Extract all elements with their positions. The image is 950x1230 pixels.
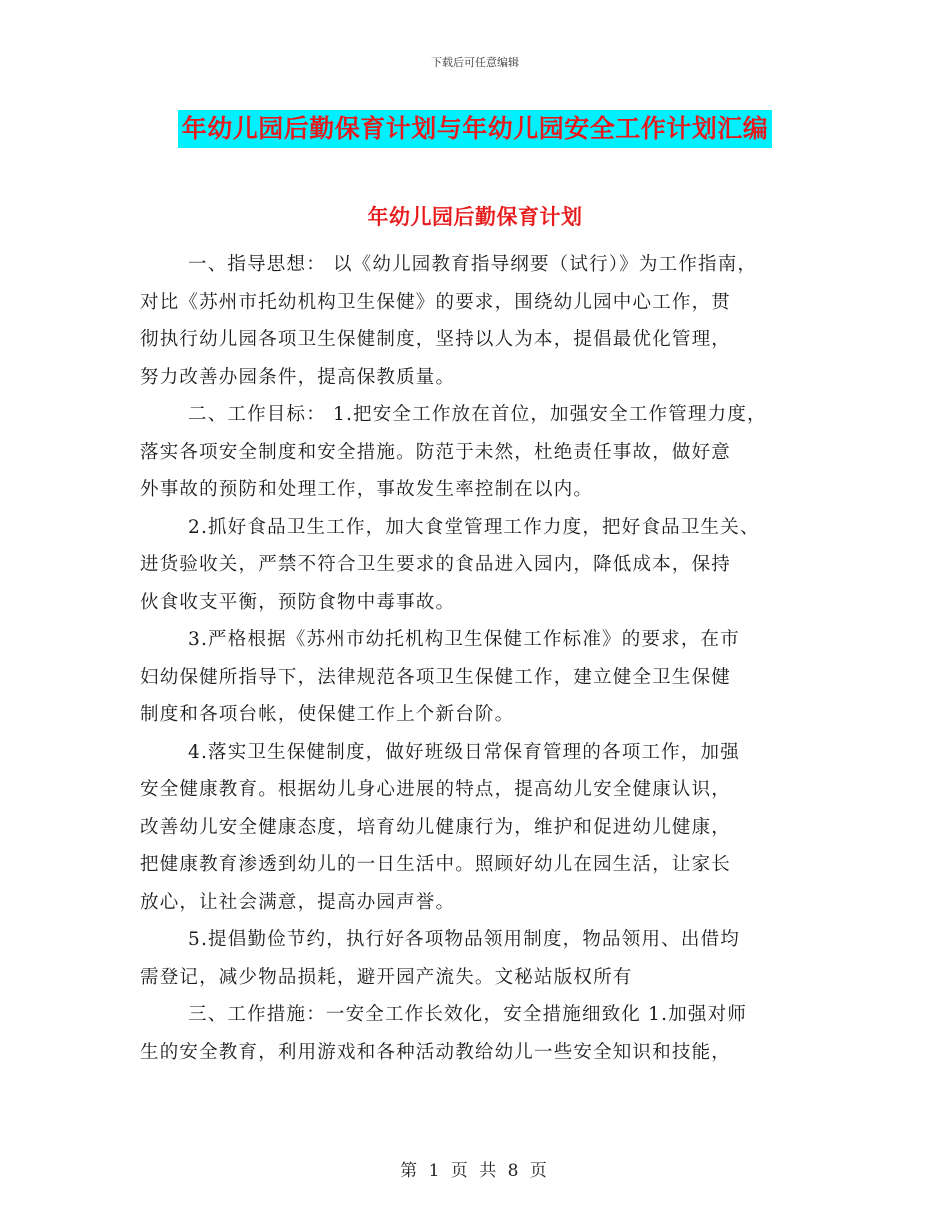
text-line: 三、工作措施：一安全工作长效化，安全措施细致化 1.加强对师	[188, 1004, 748, 1025]
text-line: 2.抓好食品卫生工作，加大食堂管理工作力度，把好食品卫生关、	[188, 516, 760, 538]
text-line: 进货验收关，严禁不符合卫生要求的食品进入园内，降低成本，保持	[140, 554, 732, 575]
text-line: 努力改善办园条件，提高保教质量。	[140, 366, 456, 388]
text-line: 落实各项安全制度和安全措施。防范于未然，杜绝责任事故，做好意	[140, 441, 732, 463]
text-line: 妇幼保健所指导下，法律规范各项卫生保健工作，建立健全卫生保健	[140, 666, 732, 688]
text-line: 放心，让社会满意，提高办园声誉。	[140, 891, 456, 913]
text-line: 需登记，减少物品损耗，避开园产流失。文秘站版权所有	[140, 966, 633, 988]
text-line: 制度和各项台帐，使保健工作上个新台阶。	[140, 704, 515, 725]
text-line: 5.提倡勤俭节约，执行好各项物品领用制度，物品领用、出借均	[188, 929, 740, 950]
text-line: 4.落实卫生保健制度，做好班级日常保育管理的各项工作，加强	[188, 741, 740, 763]
section-title: 年幼儿园后勤保育计划	[367, 205, 583, 229]
document-body	[140, 246, 820, 1071]
text-line: 把健康教育渗透到幼儿的一日生活中。照顾好幼儿在园生活，让家长	[140, 854, 732, 875]
text-line: 改善幼儿安全健康态度，培育幼儿健康行为，维护和促进幼儿健康，	[140, 816, 732, 838]
text-line: 外事故的预防和处理工作，事故发生率控制在以内。	[140, 479, 594, 500]
page-number-footer: 第 1 页 共 8 页	[400, 1161, 550, 1181]
text-line: 生的安全教育，利用游戏和各种活动教给幼儿一些安全知识和技能，	[140, 1041, 732, 1063]
text-line: 一、指导思想： 以《幼儿园教育指导纲要（试行）》为工作指南，	[188, 254, 758, 275]
text-line: 3.严格根据《苏州市幼托机构卫生保健工作标准》的要求，在市	[188, 629, 740, 650]
text-line: 彻执行幼儿园各项卫生保健制度，坚持以人为本，提倡最优化管理，	[140, 329, 732, 350]
text-line: 伙食收支平衡，预防食物中毒事故。	[140, 591, 456, 613]
main-title: 年幼儿园后勤保育计划与年幼儿园安全工作计划汇编	[178, 110, 773, 148]
main-title-container	[0, 110, 950, 148]
text-line: 安全健康教育。根据幼儿身心进展的特点，提高幼儿安全健康认识，	[140, 779, 732, 800]
text-line: 对比《苏州市托幼机构卫生保健》的要求，围绕幼儿园中心工作，贯	[140, 291, 732, 313]
text-line: 二、工作目标： 1.把安全工作放在首位，加强安全工作管理力度，	[188, 404, 767, 425]
page-header-note: 下载后可任意编辑	[431, 56, 519, 69]
